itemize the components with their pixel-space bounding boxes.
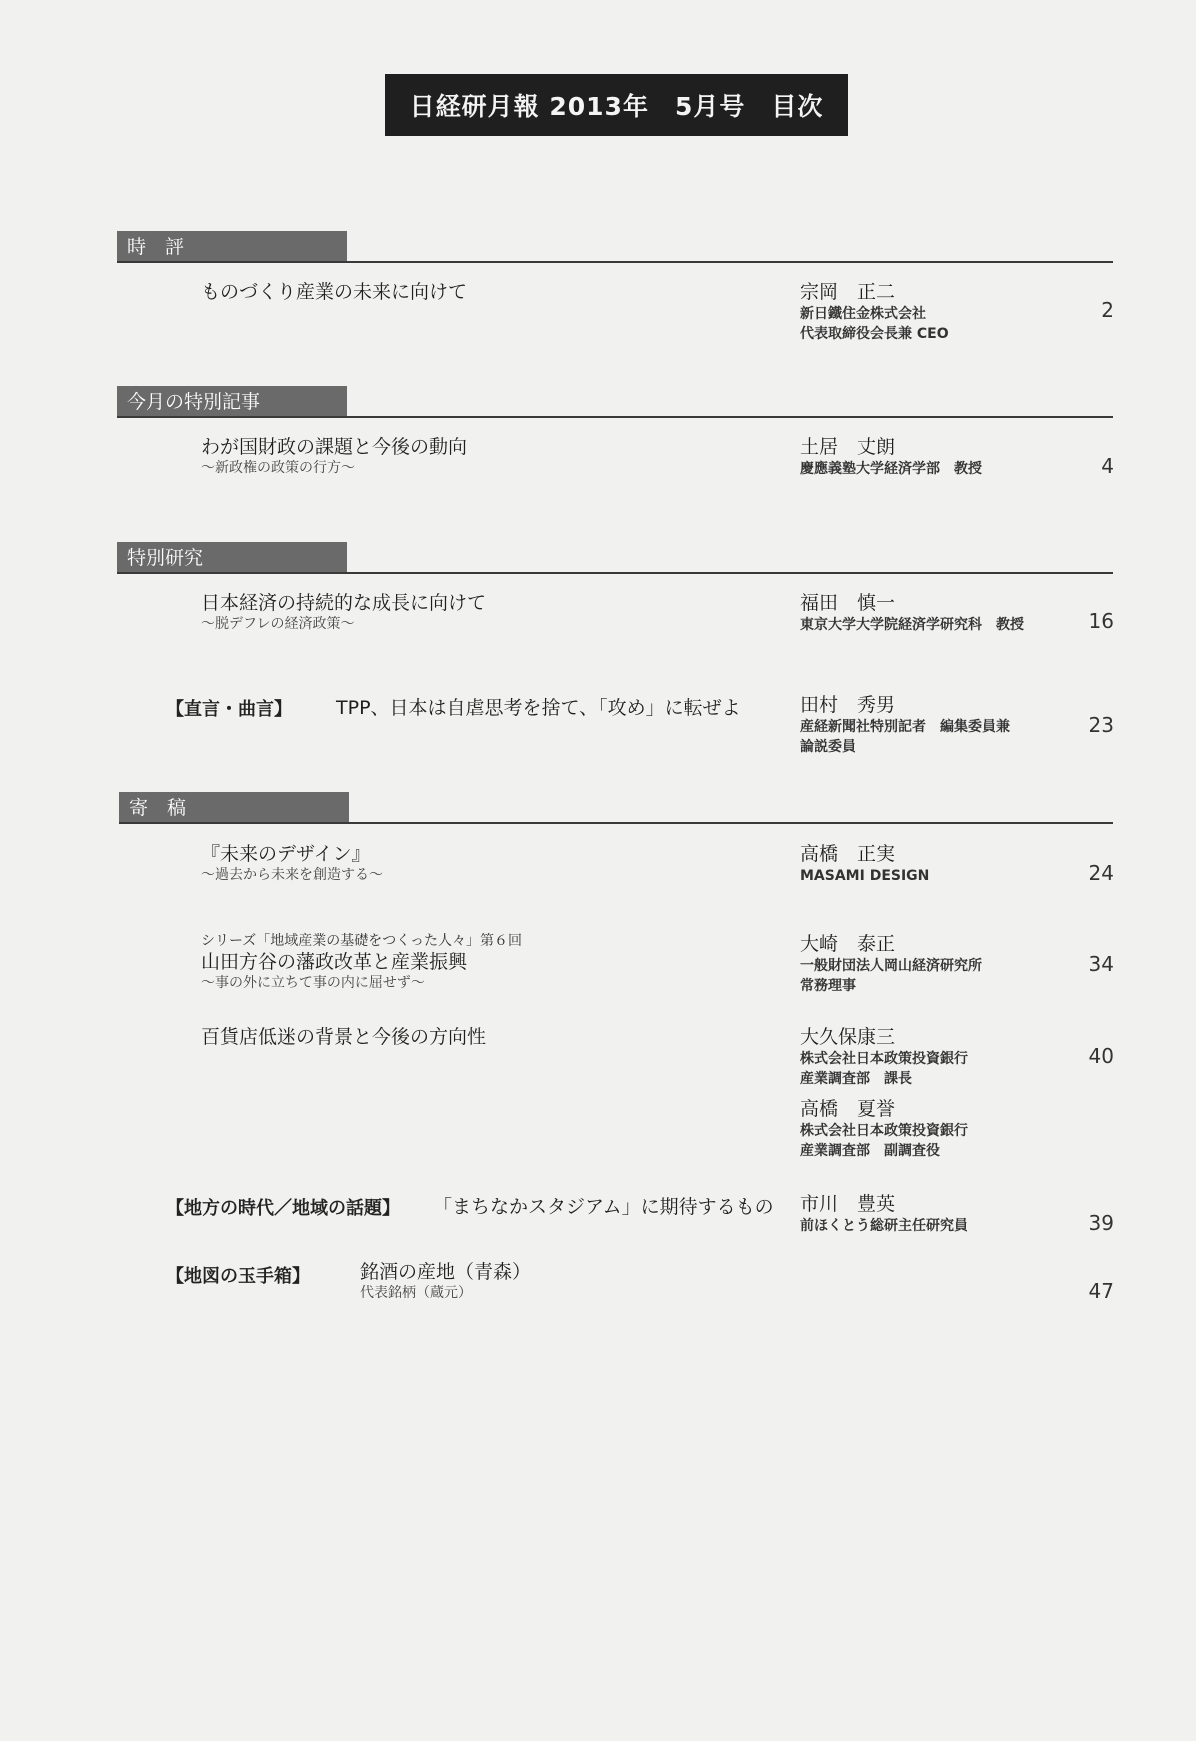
section-label: 寄 稿 bbox=[119, 792, 349, 824]
column-tag: 【地図の玉手箱】 bbox=[166, 1266, 310, 1287]
article-subtitle: ～過去から未来を創造する～ bbox=[201, 867, 383, 883]
page-number: 23 bbox=[1088, 713, 1114, 737]
article-entry[interactable] bbox=[201, 842, 383, 884]
author-affiliation: 産業調査部 副調査役 bbox=[800, 1143, 940, 1159]
column-tag: 【直言・曲言】 bbox=[166, 699, 292, 720]
author-affiliation: 論説委員 bbox=[800, 739, 856, 755]
article-subtitle: ～新政権の政策の行方～ bbox=[201, 460, 355, 476]
author-affiliation: 産経新聞社特別記者 編集委員兼 bbox=[800, 719, 1010, 735]
column-tag: 【地方の時代／地域の話題】 bbox=[166, 1198, 400, 1219]
section-label: 今月の特別記事 bbox=[117, 386, 347, 418]
author-affiliation: 東京大学大学院経済学研究科 教授 bbox=[800, 617, 1024, 633]
page-number: 2 bbox=[1101, 298, 1114, 322]
article-title: わが国財政の課題と今後の動向 bbox=[201, 436, 468, 458]
section-header-tokubetsu-kiji bbox=[117, 386, 1113, 420]
author-name: 土居 丈朗 bbox=[800, 436, 896, 458]
article-entry[interactable] bbox=[201, 435, 467, 477]
author-affiliation: MASAMI DESIGN bbox=[800, 868, 930, 884]
author-block bbox=[800, 435, 982, 479]
article-subtitle: ～事の外に立ちて事の内に屈せず～ bbox=[201, 975, 425, 991]
section-header-tokubetsu-kenkyu bbox=[117, 542, 1113, 576]
author-affiliation: 代表取締役会長兼 CEO bbox=[800, 326, 949, 342]
section-rule bbox=[117, 572, 1113, 574]
article-title: 百貨店低迷の背景と今後の方向性 bbox=[201, 1026, 487, 1048]
section-label: 時 評 bbox=[117, 231, 347, 263]
author-block bbox=[800, 1025, 968, 1161]
article-subtitle: 代表銘柄（蔵元） bbox=[360, 1285, 472, 1301]
author-block bbox=[800, 932, 982, 996]
author-block bbox=[800, 842, 929, 886]
article-subtitle: ～脱デフレの経済政策～ bbox=[201, 616, 355, 632]
author-name: 宗岡 正二 bbox=[800, 281, 896, 303]
author-affiliation: 一般財団法人岡山経済研究所 bbox=[800, 958, 982, 974]
section-rule bbox=[119, 822, 1113, 824]
page-number: 39 bbox=[1088, 1211, 1114, 1235]
article-entry[interactable] bbox=[201, 932, 522, 992]
author-name: 大久保康三 bbox=[800, 1026, 896, 1048]
author-affiliation: 株式会社日本政策投資銀行 bbox=[800, 1051, 968, 1067]
article-title: ものづくり産業の未来に向けて bbox=[201, 281, 468, 303]
page-title: 日経研月報 2013年 5月号 目次 bbox=[385, 74, 848, 136]
author-name: 高橋 正実 bbox=[800, 843, 896, 865]
section-rule bbox=[117, 416, 1113, 418]
author-block bbox=[800, 1192, 968, 1236]
page-number: 4 bbox=[1101, 454, 1114, 478]
page-number: 24 bbox=[1088, 861, 1114, 885]
author-affiliation: 慶應義塾大学経済学部 教授 bbox=[800, 461, 982, 477]
page-number: 40 bbox=[1088, 1044, 1114, 1068]
author-affiliation: 常務理事 bbox=[800, 978, 856, 994]
author-affiliation: 前ほくとう総研主任研究員 bbox=[800, 1218, 968, 1234]
author-affiliation: 株式会社日本政策投資銀行 bbox=[800, 1123, 968, 1139]
article-entry[interactable] bbox=[201, 1025, 486, 1049]
page-number: 34 bbox=[1088, 952, 1114, 976]
author-name: 福田 慎一 bbox=[800, 592, 896, 614]
author-block bbox=[800, 693, 1010, 757]
section-rule bbox=[117, 261, 1113, 263]
article-title[interactable]: TPP、日本は自虐思考を捨て、「攻め」に転ぜよ bbox=[336, 697, 741, 719]
article-title[interactable]: 「まちなかスタジアム」に期待するもの bbox=[433, 1196, 774, 1218]
author-affiliation: 新日鐵住金株式会社 bbox=[800, 306, 926, 322]
article-title: 山田方谷の藩政改革と産業振興 bbox=[201, 951, 468, 973]
article-entry[interactable] bbox=[201, 280, 467, 304]
author-block bbox=[800, 591, 1024, 635]
section-label: 特別研究 bbox=[117, 542, 347, 574]
article-entry[interactable] bbox=[360, 1260, 531, 1302]
article-title: 銘酒の産地（青森） bbox=[360, 1261, 532, 1283]
author-affiliation: 産業調査部 課長 bbox=[800, 1071, 912, 1087]
author-block bbox=[800, 280, 949, 344]
page-number: 16 bbox=[1088, 609, 1114, 633]
author-name: 市川 豊英 bbox=[800, 1193, 896, 1215]
page-number: 47 bbox=[1088, 1279, 1114, 1303]
author-name: 高橋 夏誉 bbox=[800, 1098, 896, 1120]
article-entry[interactable] bbox=[201, 591, 486, 633]
series-label: シリーズ「地域産業の基礎をつくった人々」第６回 bbox=[201, 933, 523, 949]
author-name: 田村 秀男 bbox=[800, 694, 896, 716]
author-name: 大崎 泰正 bbox=[800, 933, 896, 955]
section-header-jihyo bbox=[117, 231, 1113, 265]
article-title: 日本経済の持続的な成長に向けて bbox=[201, 592, 487, 614]
section-header-kikou bbox=[119, 792, 1113, 826]
article-title: 『未来のデザイン』 bbox=[201, 843, 371, 865]
